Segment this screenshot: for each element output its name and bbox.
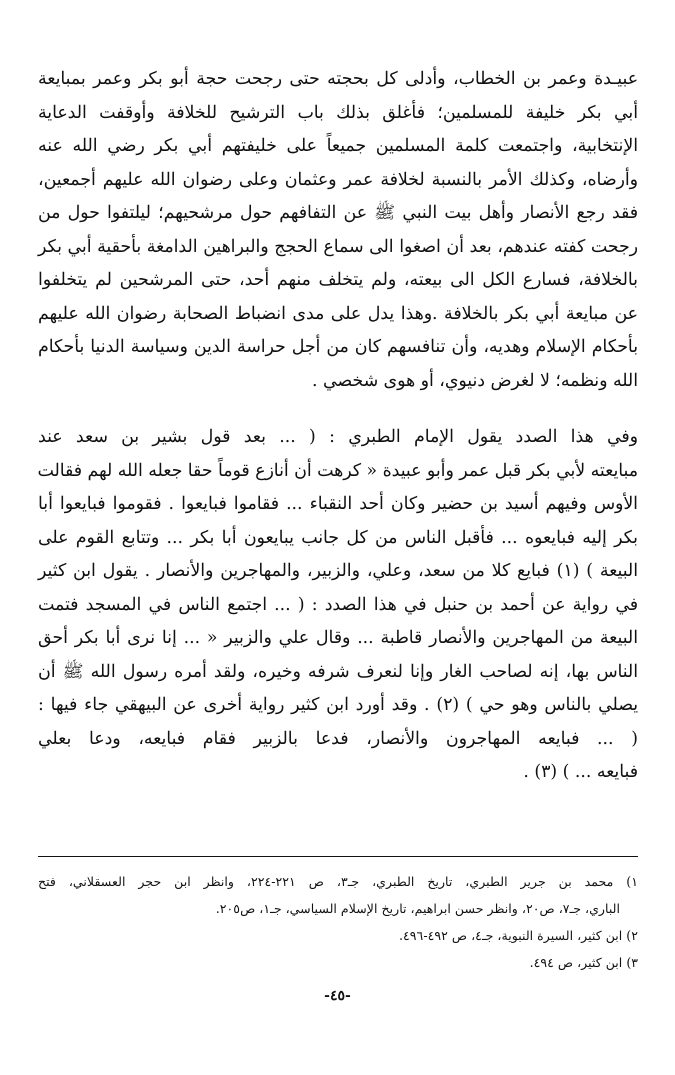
footnote-line: ١) محمد بن جرير الطبري، تاريخ الطبري، جـ٣، ص ٢٢١-٢٢٤، وانظر ابن حجر العسقلاني، فتح <box>38 874 638 889</box>
text-line: بكر إليه فبايعوه ... فأقبل الناس من كل جانب يبايعون أبا بكر ... وتتابع القوم على <box>38 527 638 548</box>
text-line: عبيـدة وعمر بن الخطاب، وأدلى كل بحجته حتى رجحت حجة أبو بكر وعمر بمبايعة <box>38 69 638 89</box>
paragraph-1 <box>38 63 638 398</box>
text-line: البيعة من المهاجرين والأنصار قاطبة ... وقال علي والزبير « ... إنا نرى أبا بكر أحق <box>38 628 638 648</box>
footnote-divider <box>38 856 638 857</box>
text-line: وفي هذا الصدد يقول الإمام الطبري : ( ... بعد قول بشير بن سعد عند <box>38 427 638 447</box>
footnote-line: ٢) ابن كثير، السيرة النبوية، جـ٤، ص ٤٩٢-٤٩٦. <box>399 928 638 943</box>
text-line: الناس بها، إنه لصاحب الغار وإنا لنعرف شرفه وخيره، ولقد أمره رسول الله ﷺ أن <box>38 661 638 682</box>
footnote-line: ٣) ابن كثير، ص ٤٩٤. <box>529 955 638 970</box>
footnotes <box>38 868 638 976</box>
text-line: يصلي بالناس وهو حي ) (٢) . وقد أورد ابن كثير رواية أخرى عن البيهقي جاء فيها : <box>38 695 639 715</box>
text-line: بأحكام الإسلام وهديه، وأن تنافسهم كان من أجل حراسة الدين وسياسة الدنيا بأحكام <box>38 337 638 357</box>
text-line: بالخلافة، فسارع الكل الى بيعته، ولم يتخلف منهم أحد، حتى المرشحين لم يتخلفوا <box>38 270 638 290</box>
text-line: الله ونظمه؛ لا لغرض دنيوي، أو هوى شخصي . <box>312 370 638 391</box>
paragraph-2 <box>38 421 638 790</box>
text-line: مبايعته لأبي بكر قبل عمر وأبو عبيدة « كرهت أن أنازع قوماً حقا جعله الله لهم فقالت <box>37 460 638 481</box>
text-line: أبي بكر خليفة للمسلمين؛ فأغلق بذلك باب الترشيح للخلافة وأوقفت الدعاية <box>38 102 638 123</box>
text-line: عن مبايعة أبي بكر بالخلافة .وهذا يدل على مدى انضباط الصحابة رضوان الله عليهم <box>38 303 638 324</box>
text-line: الإنتخابية، واجتمعت كلمة المسلمين جميعاً على خليفتهم أبي بكر رضي الله عنه <box>38 136 638 156</box>
text-line: البيعة ) (١) فبايع كلا من سعد، وعلي، والزبير، والمهاجرين والأنصار . يقول ابن كثير <box>38 561 638 581</box>
text-line: الأوس وفيهم أسيد بن حضير وكان أحد النقباء ... فقاموا فبايعوا . فقوموا فبايعوا أبا <box>38 494 638 514</box>
footnote-line: الباري، جـ٧، ص٢٠، وانظر حسن ابراهيم، تاريخ الإسلام السياسي، جـ١، ص٢٠٥. <box>215 901 620 916</box>
text-line: رجحت كفته عندهم، بعد أن اصغوا الى سماع الحجج والبراهين الدامغة بأحقية أبي بكر <box>38 236 638 257</box>
text-line: في رواية عن أحمد بن حنبل في هذا الصدد : ( ... اجتمع الناس في المسجد فتمت <box>38 594 638 615</box>
text-line: ( ... فبايعه المهاجرون والأنصار، فدعا بالزبير فقام فبايعه، ودعا بعلي <box>38 728 638 749</box>
page-number: -٤٥- <box>324 988 351 1004</box>
text-line: فبايعه ... ) (٣) . <box>523 762 638 782</box>
text-line: فقد رجع الأنصار وأهل بيت النبي ﷺ عن التفافهم حول مرشحيهم؛ ليلتفوا حول من <box>38 203 638 223</box>
text-line: وأرضاه، وكذلك الأمر بالنسبة لخلافة عمر وعثمان وعلى رضوان الله عليهم أجمعين، <box>38 169 638 190</box>
